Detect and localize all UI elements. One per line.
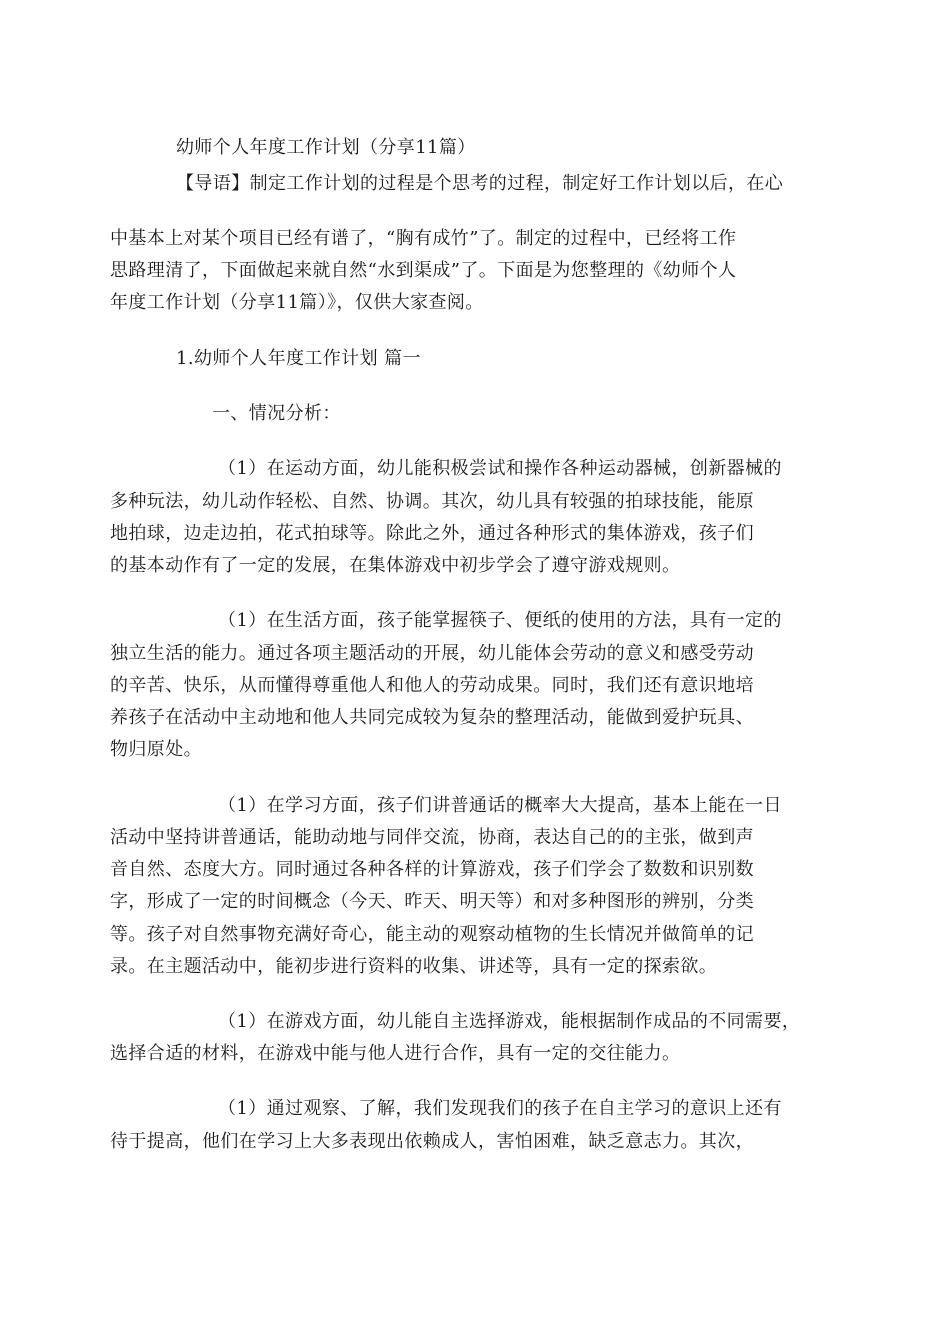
intro-line: 思路理清了，下面做起来就自然“水到渠成”了。下面是为您整理的《幼师个人 — [110, 260, 737, 281]
paragraph-line: 养孩子在活动中主动地和他人共同完成较为复杂的整理活动，能做到爱护玩具、 — [110, 707, 754, 728]
paragraph-line: （1）在游戏方面，幼儿能自主选择游戏，能根据制作成品的不同需要， — [218, 1011, 801, 1032]
paragraph-line: 活动中坚持讲普通话，能助动地与同伴交流，协商，表达自己的的主张，做到声 — [110, 827, 754, 848]
subsection-heading: 一、情况分析： — [212, 403, 341, 424]
paragraph-line: 字，形成了一定的时间概念（今天、昨天、明天等）和对多种图形的辨别，分类 — [110, 891, 754, 912]
paragraph-line: 待于提高，他们在学习上大多表现出依赖成人，害怕困难，缺乏意志力。其次， — [110, 1131, 754, 1152]
paragraph-line: （1）在生活方面，孩子能掌握筷子、便纸的使用的方法，具有一定的 — [218, 610, 782, 631]
section-heading: 1.幼师个人年度工作计划 篇一 — [176, 348, 421, 369]
paragraph-line: 的基本动作有了一定的发展，在集体游戏中初步学会了遵守游戏规则。 — [110, 555, 681, 576]
paragraph-line: 多种玩法，幼儿动作轻松、自然、协调。其次，幼儿具有较强的拍球技能，能原 — [110, 491, 754, 512]
paragraph-line: （1）在学习方面，孩子们讲普通话的概率大大提高，基本上能在一日 — [218, 795, 782, 816]
paragraph-line: （1）在运动方面，幼儿能积极尝试和操作各种运动器械，创新器械的 — [218, 458, 782, 479]
paragraph-line: 录。在主题活动中，能初步进行资料的收集、讲述等，具有一定的探索欲。 — [110, 956, 718, 977]
paragraph-line: 等。孩子对自然事物充满好奇心，能主动的观察动植物的生长情况并做简单的记 — [110, 924, 754, 945]
paragraph-line: 的辛苦、快乐，从而懂得尊重他人和他人的劳动成果。同时，我们还有意识地培 — [110, 675, 754, 696]
paragraph-line: 选择合适的材料，在游戏中能与他人进行合作，具有一定的交往能力。 — [110, 1043, 681, 1064]
paragraph-line: 独立生活的能力。通过各项主题活动的开展，幼儿能体会劳动的意义和感受劳动 — [110, 643, 754, 664]
intro-line: 中基本上对某个项目已经有谱了，“胸有成竹”了。制定的过程中，已经将工作 — [110, 228, 737, 249]
document-title: 幼师个人年度工作计划（分享11篇） — [176, 137, 476, 158]
intro-line: 年度工作计划（分享11篇）》，仅供大家查阅。 — [110, 292, 484, 313]
paragraph-line: （1）通过观察、了解，我们发现我们的孩子在自主学习的意识上还有 — [218, 1098, 782, 1119]
paragraph-line: 地拍球，边走边拍，花式拍球等。除此之外，通过各种形式的集体游戏，孩子们 — [110, 523, 754, 544]
paragraph-line: 音自然、态度大方。同时通过各种各样的计算游戏，孩子们学会了数数和识别数 — [110, 859, 754, 880]
paragraph-line: 物归原处。 — [110, 739, 202, 760]
intro-line: 【导语】制定工作计划的过程是个思考的过程，制定好工作计划以后，在心 — [176, 173, 784, 194]
